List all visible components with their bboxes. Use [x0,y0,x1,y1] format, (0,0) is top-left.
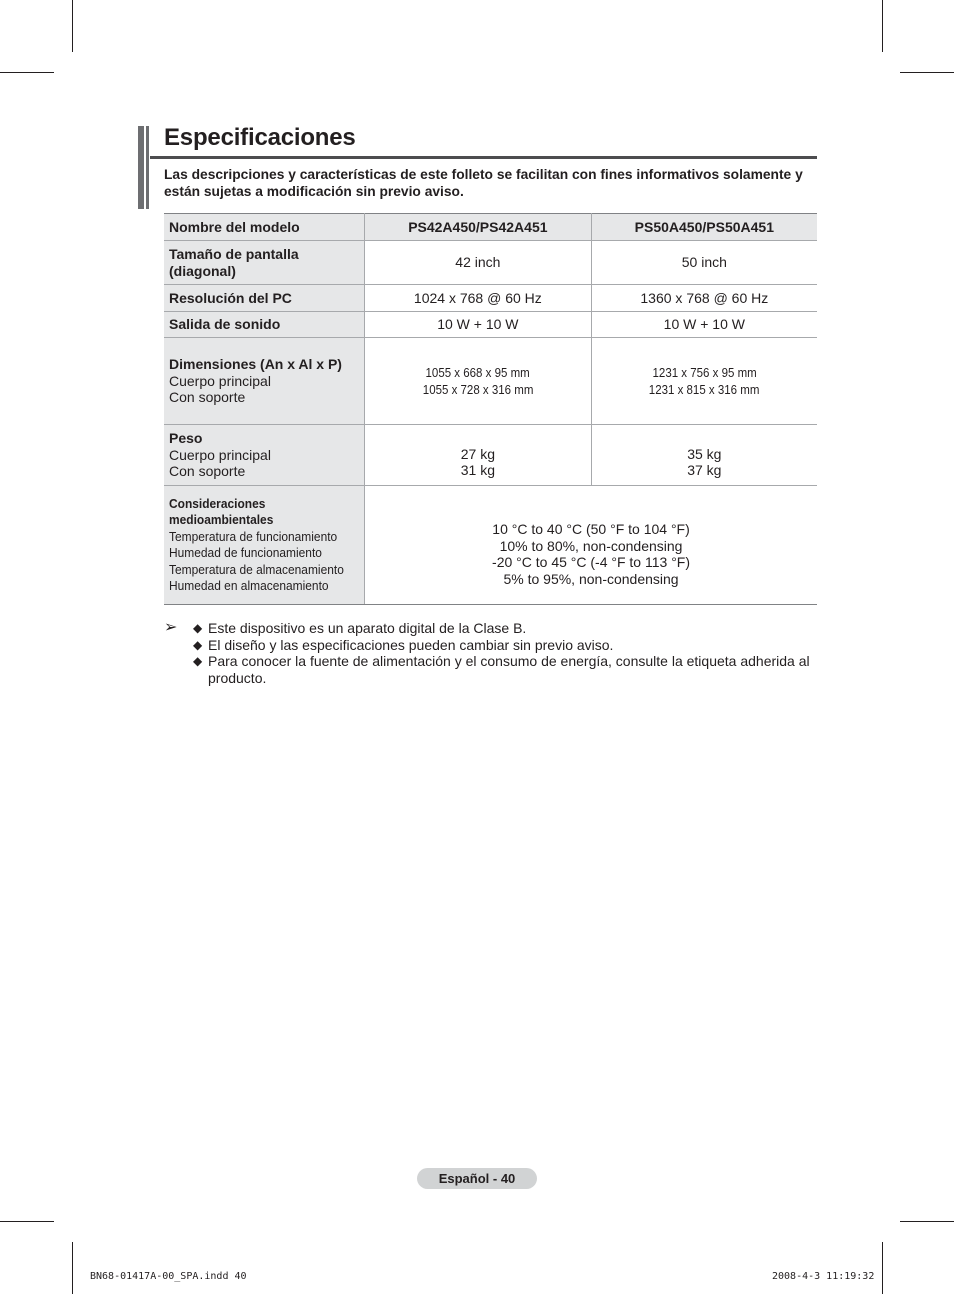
row-label: Peso Cuerpo principal Con soporte [164,425,365,486]
table-row-resolution [164,285,817,312]
cell-value: 10 W + 10 W [365,312,592,338]
cell-value: 35 kg 37 kg [591,425,817,486]
row-label: Salida de sonido [164,312,365,338]
table-row-environment [164,486,817,605]
table-header-row [164,214,817,241]
diamond-bullet-icon: ◆ [193,654,203,668]
header-model-42: PS42A450/PS42A451 [365,214,592,241]
cell-value: 1360 x 768 @ 60 Hz [591,285,817,312]
list-item: ◆ Para conocer la fuente de alimentación y el consumo de energía, consulte la etiqueta adherida al producto. [193,653,810,686]
footer-file: BN68-01417A-00_SPA.indd 40 [90,1271,247,1282]
title-decoration [138,126,152,209]
row-label: Tamaño de pantalla (diagonal) [164,241,365,285]
row-label: Resolución del PC [164,285,365,312]
footer-datetime: 2008-4-3 11:19:32 [772,1271,875,1282]
crop-mark [72,0,73,52]
crop-mark [0,1221,54,1222]
table-row-screen [164,241,817,285]
cell-value: 42 inch [365,241,592,285]
cell-value: 10 °C to 40 °C (50 °F to 104 °F) 10% to 80%, non-condensing -20 °C to 45 °C (-4 °F to 113 °F) 5% to 95%, non-condensing [365,486,817,605]
crop-mark [900,1221,954,1222]
diamond-bullet-icon: ◆ [193,621,203,635]
crop-mark [72,1242,73,1294]
intro-text: Las descripciones y características de este folleto se facilitan con fines informativos solamente y están sujetas a modificación sin previo aviso. [164,167,803,199]
diamond-bullet-icon: ◆ [193,637,203,652]
cell-value: 1055 x 668 x 95 mm 1055 x 728 x 316 mm [365,338,592,425]
header-label: Nombre del modelo [164,214,365,241]
cell-value: 27 kg 31 kg [365,425,592,486]
header-model-50: PS50A450/PS50A451 [591,214,817,241]
table-row-dimensions [164,338,817,425]
notes-list [193,620,813,686]
crop-mark [900,72,954,73]
cell-value: 1231 x 756 x 95 mm 1231 x 815 x 316 mm [591,338,817,425]
specifications-table [164,213,817,605]
cell-value: 10 W + 10 W [591,312,817,338]
crop-mark [882,1242,883,1294]
row-label: Dimensiones (An x Al x P) Cuerpo principal Con soporte [164,338,365,425]
page-number-badge: Español - 40 [417,1168,537,1189]
note-arrow-icon: ➢ [164,619,178,636]
list-item: ◆ Este dispositivo es un aparato digital de la Clase B. [193,620,527,636]
cell-value: 1024 x 768 @ 60 Hz [365,285,592,312]
table-row-weight [164,425,817,486]
row-label: Consideraciones medioambientales Temperatura de funcionamiento Humedad de funcionamiento Temperatura de almacenamiento Humedad en almacenamiento [164,486,365,605]
table-row-sound [164,312,817,338]
crop-mark [882,0,883,52]
page-title: Especificaciones [164,124,356,151]
list-item: ◆ El diseño y las especificaciones pueden cambiar sin previo aviso. [193,636,614,653]
cell-value: 50 inch [591,241,817,285]
title-divider [150,156,817,159]
crop-mark [0,72,54,73]
